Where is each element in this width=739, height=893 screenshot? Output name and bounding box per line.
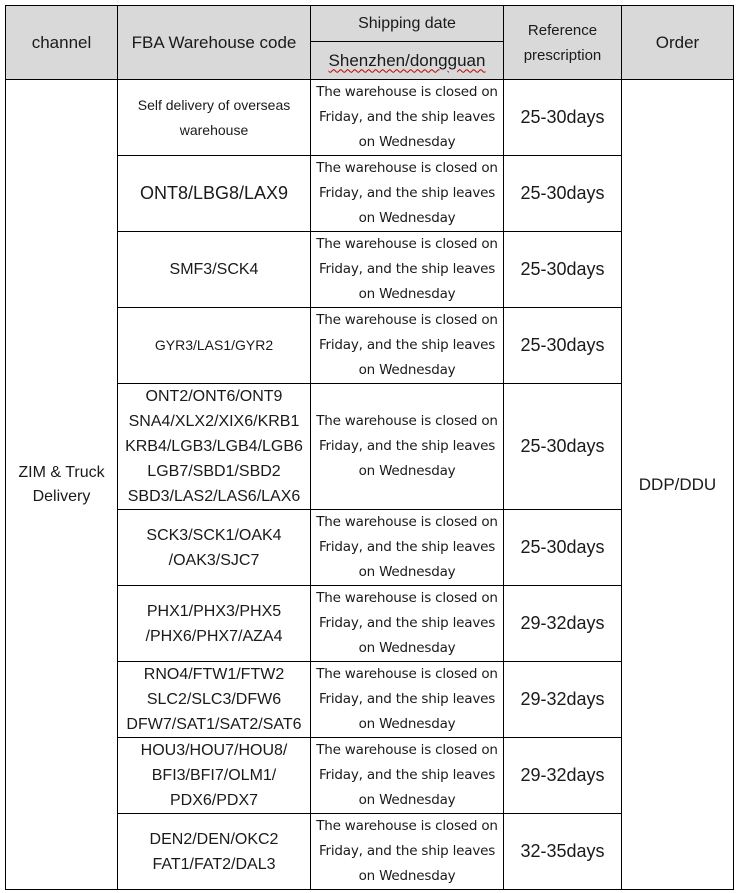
code-line: DFW7/SAT1/SAT2/SAT6 bbox=[126, 716, 302, 733]
fba-code-cell bbox=[118, 738, 311, 814]
shipping-cell bbox=[311, 384, 504, 510]
shipping-line: on Wednesday bbox=[358, 463, 456, 479]
shipping-line: The warehouse is closed on bbox=[316, 590, 498, 606]
code-line: SMF3/SCK4 bbox=[169, 261, 259, 278]
shipping-cell bbox=[311, 156, 504, 232]
header-reference-prescription bbox=[504, 6, 622, 80]
shipping-line: Friday, and the ship leaves bbox=[318, 843, 496, 859]
code-line: SCK3/SCK1/OAK4 bbox=[146, 526, 282, 544]
header-reference-line2: prescription bbox=[523, 46, 602, 64]
shipping-cell bbox=[311, 510, 504, 586]
shipping-line: Friday, and the ship leaves bbox=[318, 539, 496, 555]
fba-code-cell bbox=[118, 156, 311, 232]
shipping-line: The warehouse is closed on bbox=[316, 160, 498, 176]
prescription-cell: 25-30days bbox=[504, 384, 622, 510]
code-line: FAT1/FAT2/DAL3 bbox=[152, 855, 276, 873]
shipping-cell bbox=[311, 662, 504, 738]
shipping-cell bbox=[311, 586, 504, 662]
fba-code-cell bbox=[118, 308, 311, 384]
prescription-cell: 29-32days bbox=[504, 662, 622, 738]
channel-line2: Delivery bbox=[32, 487, 91, 505]
header-order: Order bbox=[622, 6, 734, 80]
shipping-line: The warehouse is closed on bbox=[316, 413, 498, 429]
shipping-line: The warehouse is closed on bbox=[316, 666, 498, 682]
shipping-line: on Wednesday bbox=[358, 286, 456, 302]
code-line: DEN2/DEN/OKC2 bbox=[149, 830, 279, 848]
shipping-line: on Wednesday bbox=[358, 716, 456, 732]
fba-code-cell bbox=[118, 814, 311, 890]
code-line: BFI3/BFI7/OLM1/ bbox=[151, 767, 277, 784]
code-line: SLC2/SLC3/DFW6 bbox=[146, 691, 282, 708]
prescription-cell: 25-30days bbox=[504, 80, 622, 156]
code-line: ONT8/LBG8/LAX9 bbox=[139, 183, 289, 203]
prescription-cell: 25-30days bbox=[504, 156, 622, 232]
shipping-line: The warehouse is closed on bbox=[316, 312, 498, 328]
code-line: SBD3/LAS2/LAS6/LAX6 bbox=[127, 488, 301, 505]
code-line: RNO4/FTW1/FTW2 bbox=[143, 666, 285, 683]
shipping-line: Friday, and the ship leaves bbox=[318, 615, 496, 631]
shipping-cell bbox=[311, 738, 504, 814]
prescription-cell: 32-35days bbox=[504, 814, 622, 890]
code-line: Self delivery of overseas bbox=[137, 96, 291, 113]
shipping-cell bbox=[311, 232, 504, 308]
shipping-line: Friday, and the ship leaves bbox=[318, 261, 496, 277]
prescription-cell: 25-30days bbox=[504, 232, 622, 308]
fba-code-cell bbox=[118, 510, 311, 586]
shipping-line: Friday, and the ship leaves bbox=[318, 185, 496, 201]
shipping-line: on Wednesday bbox=[358, 792, 456, 808]
shipping-schedule-table bbox=[5, 5, 734, 890]
header-shipping-origin: Shenzhen/dongguan bbox=[311, 42, 504, 80]
code-line: SNA4/XLX2/XIX6/KRB1 bbox=[128, 413, 300, 430]
header-fba-code: FBA Warehouse code bbox=[118, 6, 311, 80]
shipping-line: Friday, and the ship leaves bbox=[318, 691, 496, 707]
shipping-line: The warehouse is closed on bbox=[316, 514, 498, 530]
code-line: GYR3/LAS1/GYR2 bbox=[154, 337, 274, 353]
header-channel: channel bbox=[6, 6, 118, 80]
fba-code-cell bbox=[118, 384, 311, 510]
shipping-line: Friday, and the ship leaves bbox=[318, 109, 496, 125]
prescription-cell: 25-30days bbox=[504, 510, 622, 586]
header-reference-line1: Reference bbox=[527, 21, 598, 39]
shipping-line: The warehouse is closed on bbox=[316, 236, 498, 252]
shipping-line: The warehouse is closed on bbox=[316, 818, 498, 834]
shipping-cell bbox=[311, 814, 504, 890]
code-line: KRB4/LGB3/LGB4/LGB6 bbox=[125, 438, 303, 455]
fba-code-cell bbox=[118, 80, 311, 156]
code-line: /OAK3/SJC7 bbox=[168, 551, 260, 569]
code-line: HOU3/HOU7/HOU8/ bbox=[140, 742, 288, 759]
shipping-line: Friday, and the ship leaves bbox=[318, 438, 496, 454]
code-line: LGB7/SBD1/SBD2 bbox=[147, 463, 281, 480]
channel-line1: ZIM & Truck bbox=[18, 463, 105, 481]
channel-cell bbox=[6, 80, 118, 890]
shipping-line: on Wednesday bbox=[358, 362, 456, 378]
shipping-line: Friday, and the ship leaves bbox=[318, 337, 496, 353]
shipping-line: on Wednesday bbox=[358, 868, 456, 884]
code-line: ONT2/ONT6/ONT9 bbox=[145, 388, 283, 405]
shipping-line: The warehouse is closed on bbox=[316, 84, 498, 100]
shipping-line: on Wednesday bbox=[358, 640, 456, 656]
prescription-cell: 25-30days bbox=[504, 308, 622, 384]
header-shipping-date: Shipping date bbox=[311, 6, 504, 42]
fba-code-cell bbox=[118, 586, 311, 662]
table-row bbox=[6, 80, 734, 156]
shipping-line: on Wednesday bbox=[358, 564, 456, 580]
code-line: PHX1/PHX3/PHX5 bbox=[146, 602, 282, 620]
code-line: /PHX6/PHX7/AZA4 bbox=[145, 627, 283, 645]
fba-code-cell bbox=[118, 232, 311, 308]
shipping-line: The warehouse is closed on bbox=[316, 742, 498, 758]
prescription-cell: 29-32days bbox=[504, 738, 622, 814]
prescription-cell: 29-32days bbox=[504, 586, 622, 662]
order-cell: DDP/DDU bbox=[622, 80, 734, 890]
code-line: PDX6/PDX7 bbox=[169, 792, 259, 809]
shipping-line: Friday, and the ship leaves bbox=[318, 767, 496, 783]
shipping-line: on Wednesday bbox=[358, 134, 456, 150]
shipping-cell bbox=[311, 308, 504, 384]
shipping-line: on Wednesday bbox=[358, 210, 456, 226]
shipping-cell bbox=[311, 80, 504, 156]
code-line: warehouse bbox=[179, 121, 249, 138]
fba-code-cell bbox=[118, 662, 311, 738]
